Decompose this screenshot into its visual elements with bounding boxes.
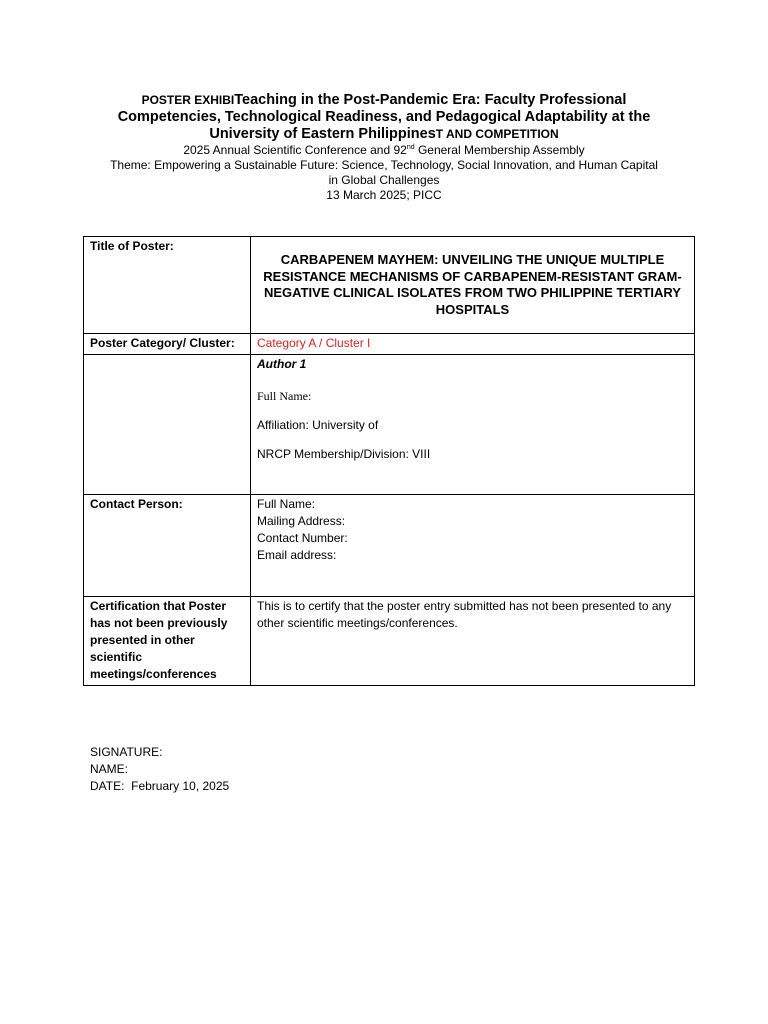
certification-label: Certification that Poster has not been previously presented in other scientific meetings/conferences (84, 597, 251, 686)
title-cell (251, 237, 695, 334)
contact-label: Contact Person: (84, 495, 251, 597)
signature-label: SIGNATURE: (90, 745, 163, 759)
date-value: February 10, 2025 (131, 779, 230, 793)
signature-block (90, 744, 229, 795)
author-label-cell (84, 355, 251, 495)
title-part-3: University of Eastern Philippines (209, 126, 436, 142)
contact-number: Contact Number: (257, 531, 348, 545)
conference-sup: nd (406, 144, 415, 151)
contact-cell (251, 495, 695, 597)
title-prefix: POSTER EXHIBI (141, 93, 235, 107)
contact-full-name: Full Name: (257, 497, 316, 511)
conference-pre: 2025 Annual Scientific Conference and 92 (183, 143, 407, 157)
name-label: NAME: (90, 762, 129, 776)
document-title (80, 92, 688, 109)
theme-line-2: in Global Challenges (328, 173, 440, 187)
author-full-name: Full Name: (257, 389, 312, 403)
poster-title: CARBAPENEM MAYHEM: UNVEILING THE UNIQUE MULTIPLE RESISTANCE MECHANISMS OF CARBAPENEM-RESISTANT GRAM-NEGATIVE CLINICAL ISOLATES FROM TWO PHILIPPINE TERTIARY HOSPITALS (263, 252, 682, 317)
title-part-1: Teaching in the Post-Pandemic Era: Faculty Professional (234, 92, 627, 108)
certification-text: This is to certify that the poster entry submitted has not been presented to any other scientific meetings/conferences. (251, 597, 695, 686)
category-label: Poster Category/ Cluster: (84, 334, 251, 355)
category-row (84, 334, 695, 355)
title-line-2: Competencies, Technological Readiness, and Pedagogical Adaptability at the (117, 109, 651, 125)
title-label: Title of Poster: (84, 237, 251, 334)
conference-post: General Membership Assembly (414, 143, 585, 157)
title-row (84, 237, 695, 334)
category-value: Category A / Cluster I (251, 334, 695, 355)
certification-row (84, 597, 695, 686)
date-venue: 13 March 2025; PICC (326, 188, 442, 202)
author-nrcp: NRCP Membership/Division: VIII (257, 447, 431, 461)
contact-row (84, 495, 695, 597)
title-line-3 (80, 126, 688, 143)
title-suffix: T AND COMPETITION (435, 127, 559, 141)
date-label: DATE: (90, 779, 125, 793)
contact-email: Email address: (257, 548, 337, 562)
theme-line-1: Theme: Empowering a Sustainable Future: Science, Technology, Social Innovation, and Human Capital (110, 158, 658, 172)
conference-line (80, 143, 688, 158)
author-row (84, 355, 695, 495)
author-affiliation: Affiliation: University of (257, 418, 379, 432)
document-header (80, 92, 688, 203)
author-heading: Author 1 (257, 357, 307, 371)
date-line (90, 778, 229, 795)
author-cell (251, 355, 695, 495)
poster-entry-form (83, 236, 695, 686)
contact-mailing: Mailing Address: (257, 514, 346, 528)
